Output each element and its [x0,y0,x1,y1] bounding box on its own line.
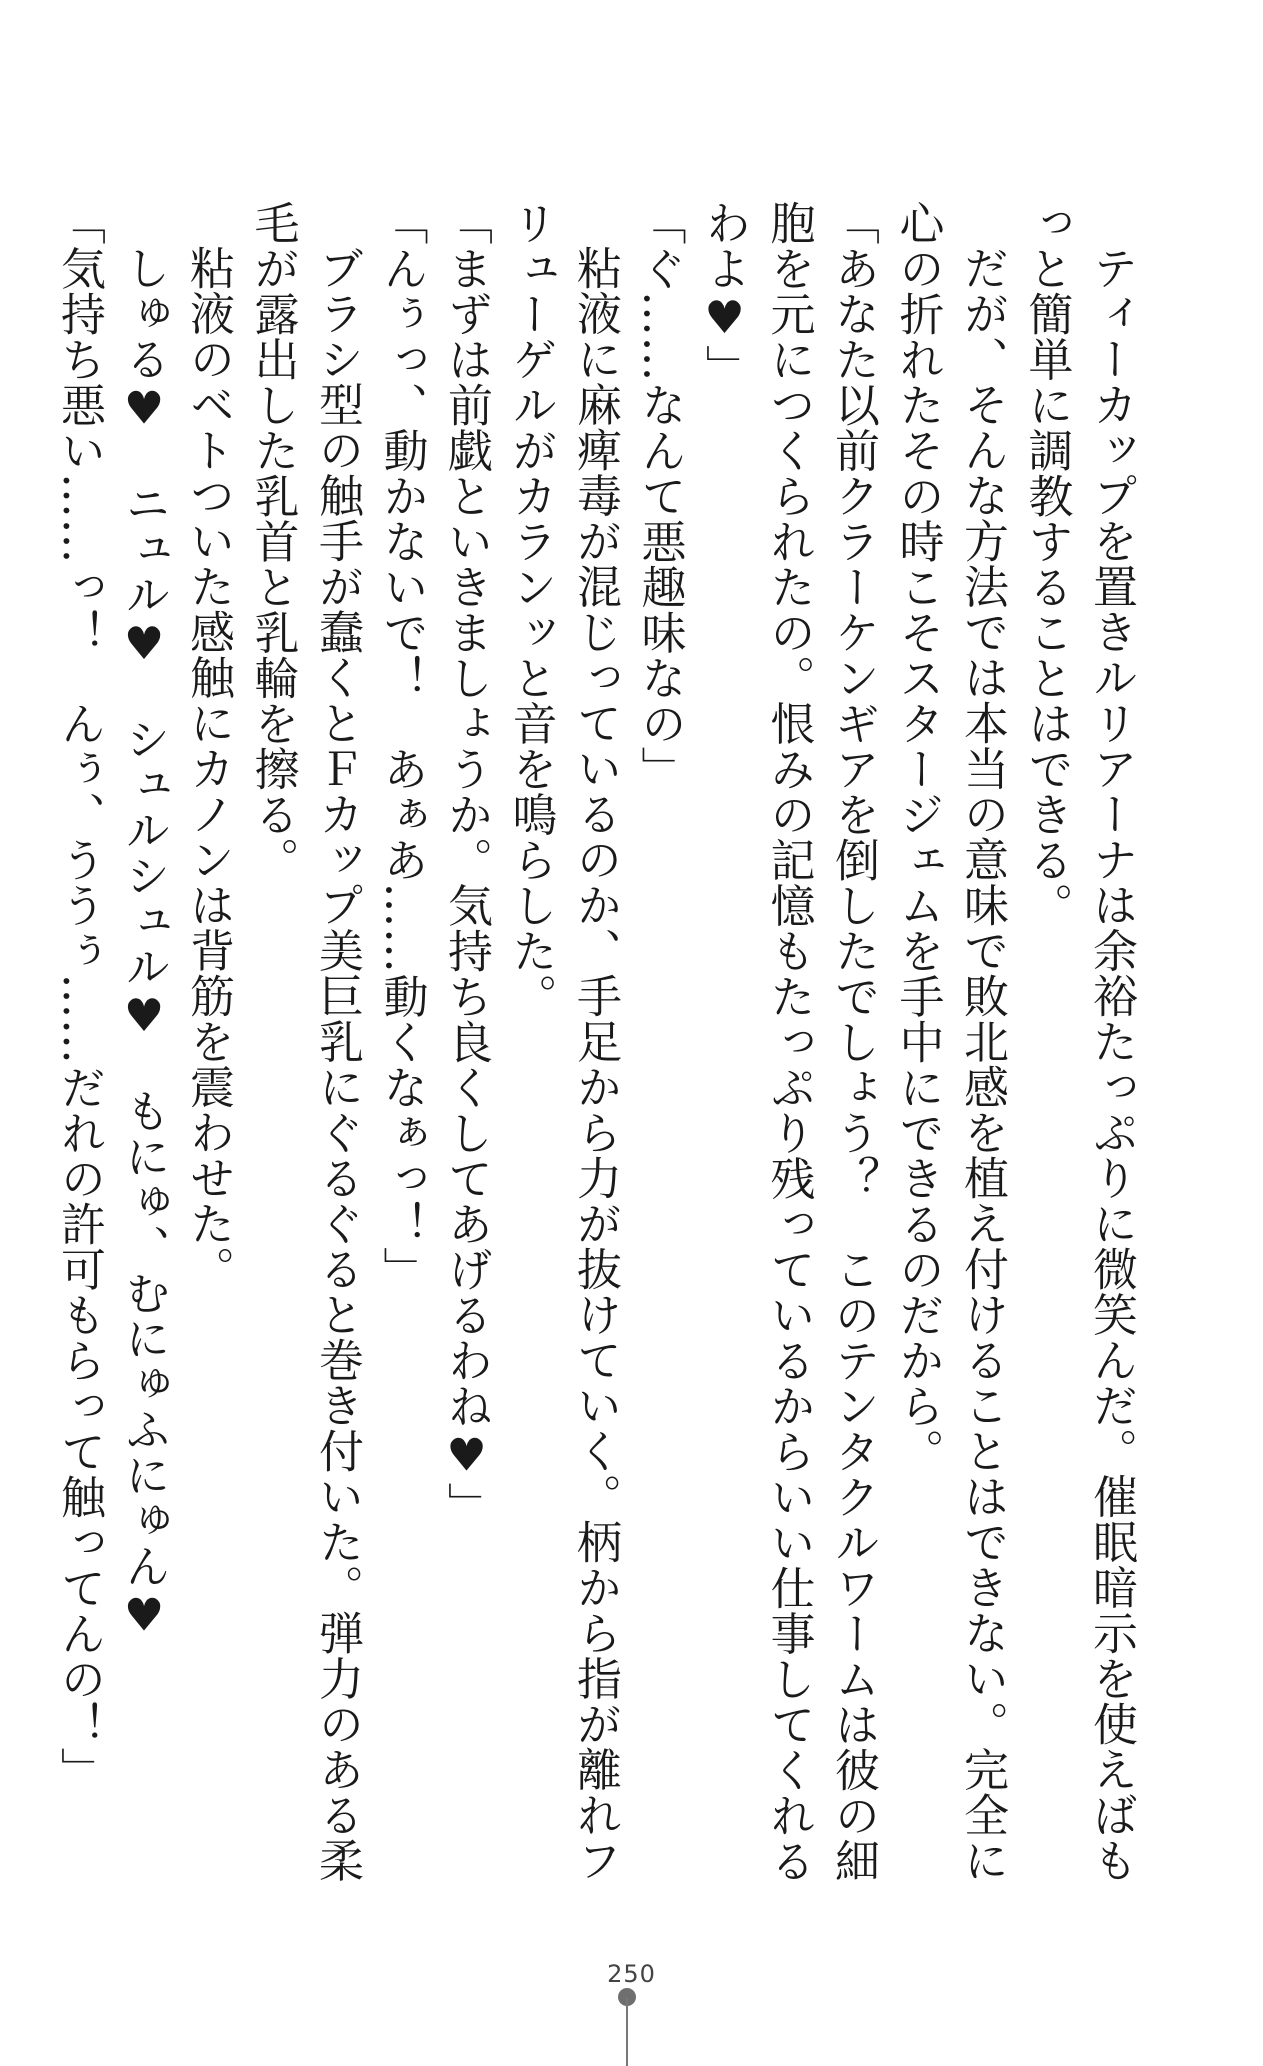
paragraph: しゅる♥ ニュル♥ シュルシュル♥ もにゅ、むにゅふにゅん♥ [117,245,171,1642]
paragraph: だが、そんな方法では本当の意味で敗北感を植え付けることはできない。完全に心の折れたその時こそスタージェムを手中にできるのだから。 [891,200,1009,1883]
paragraph: ティーカップを置きルリアーナは余裕たっぷりに微笑んだ。催眠暗示を使えばもっと簡単に調教することはできる。 [1020,200,1138,1883]
dialogue-line: 「んぅっ、動かないで！ あぁあ……動くなぁっ！」 [375,200,429,1292]
paragraph: 粘液に麻痺毒が混じっているのか、手足から力が抜けていく。柄から指が離れフリューゲルがカランッと音を鳴らした。 [504,200,622,1883]
paragraph: ブラシ型の触手が蠢くとＦカップ美巨乳にぐるぐると巻き付いた。弾力のある柔毛が露出した乳首と乳輪を擦る。 [246,200,364,1883]
page-marker-line [626,1998,628,2066]
dialogue-line: 「ぐ……なんて悪趣味なの」 [633,200,687,792]
page-number: 250 [607,1960,656,1988]
dialogue-line: 「気持ち悪い……っ！ んぅ、ううぅ……だれの許可もらって触ってんの！」 [53,200,106,1793]
vertical-text-body [53,200,1143,1920]
dialogue-line: 「まずは前戯といきましょうか。気持ち良くしてあげるわね♥」 [440,200,493,1528]
dialogue-line: 「あなた以前クラーケンギアを倒したでしょう？ このテンタクルワームは彼の細胞を元につくられたの。恨みの記憶もたっぷり残っているからいい仕事してくれるわよ♥」 [698,200,880,1884]
paragraph: 粘液のベトついた感触にカノンは背筋を震わせた。 [182,245,235,1292]
